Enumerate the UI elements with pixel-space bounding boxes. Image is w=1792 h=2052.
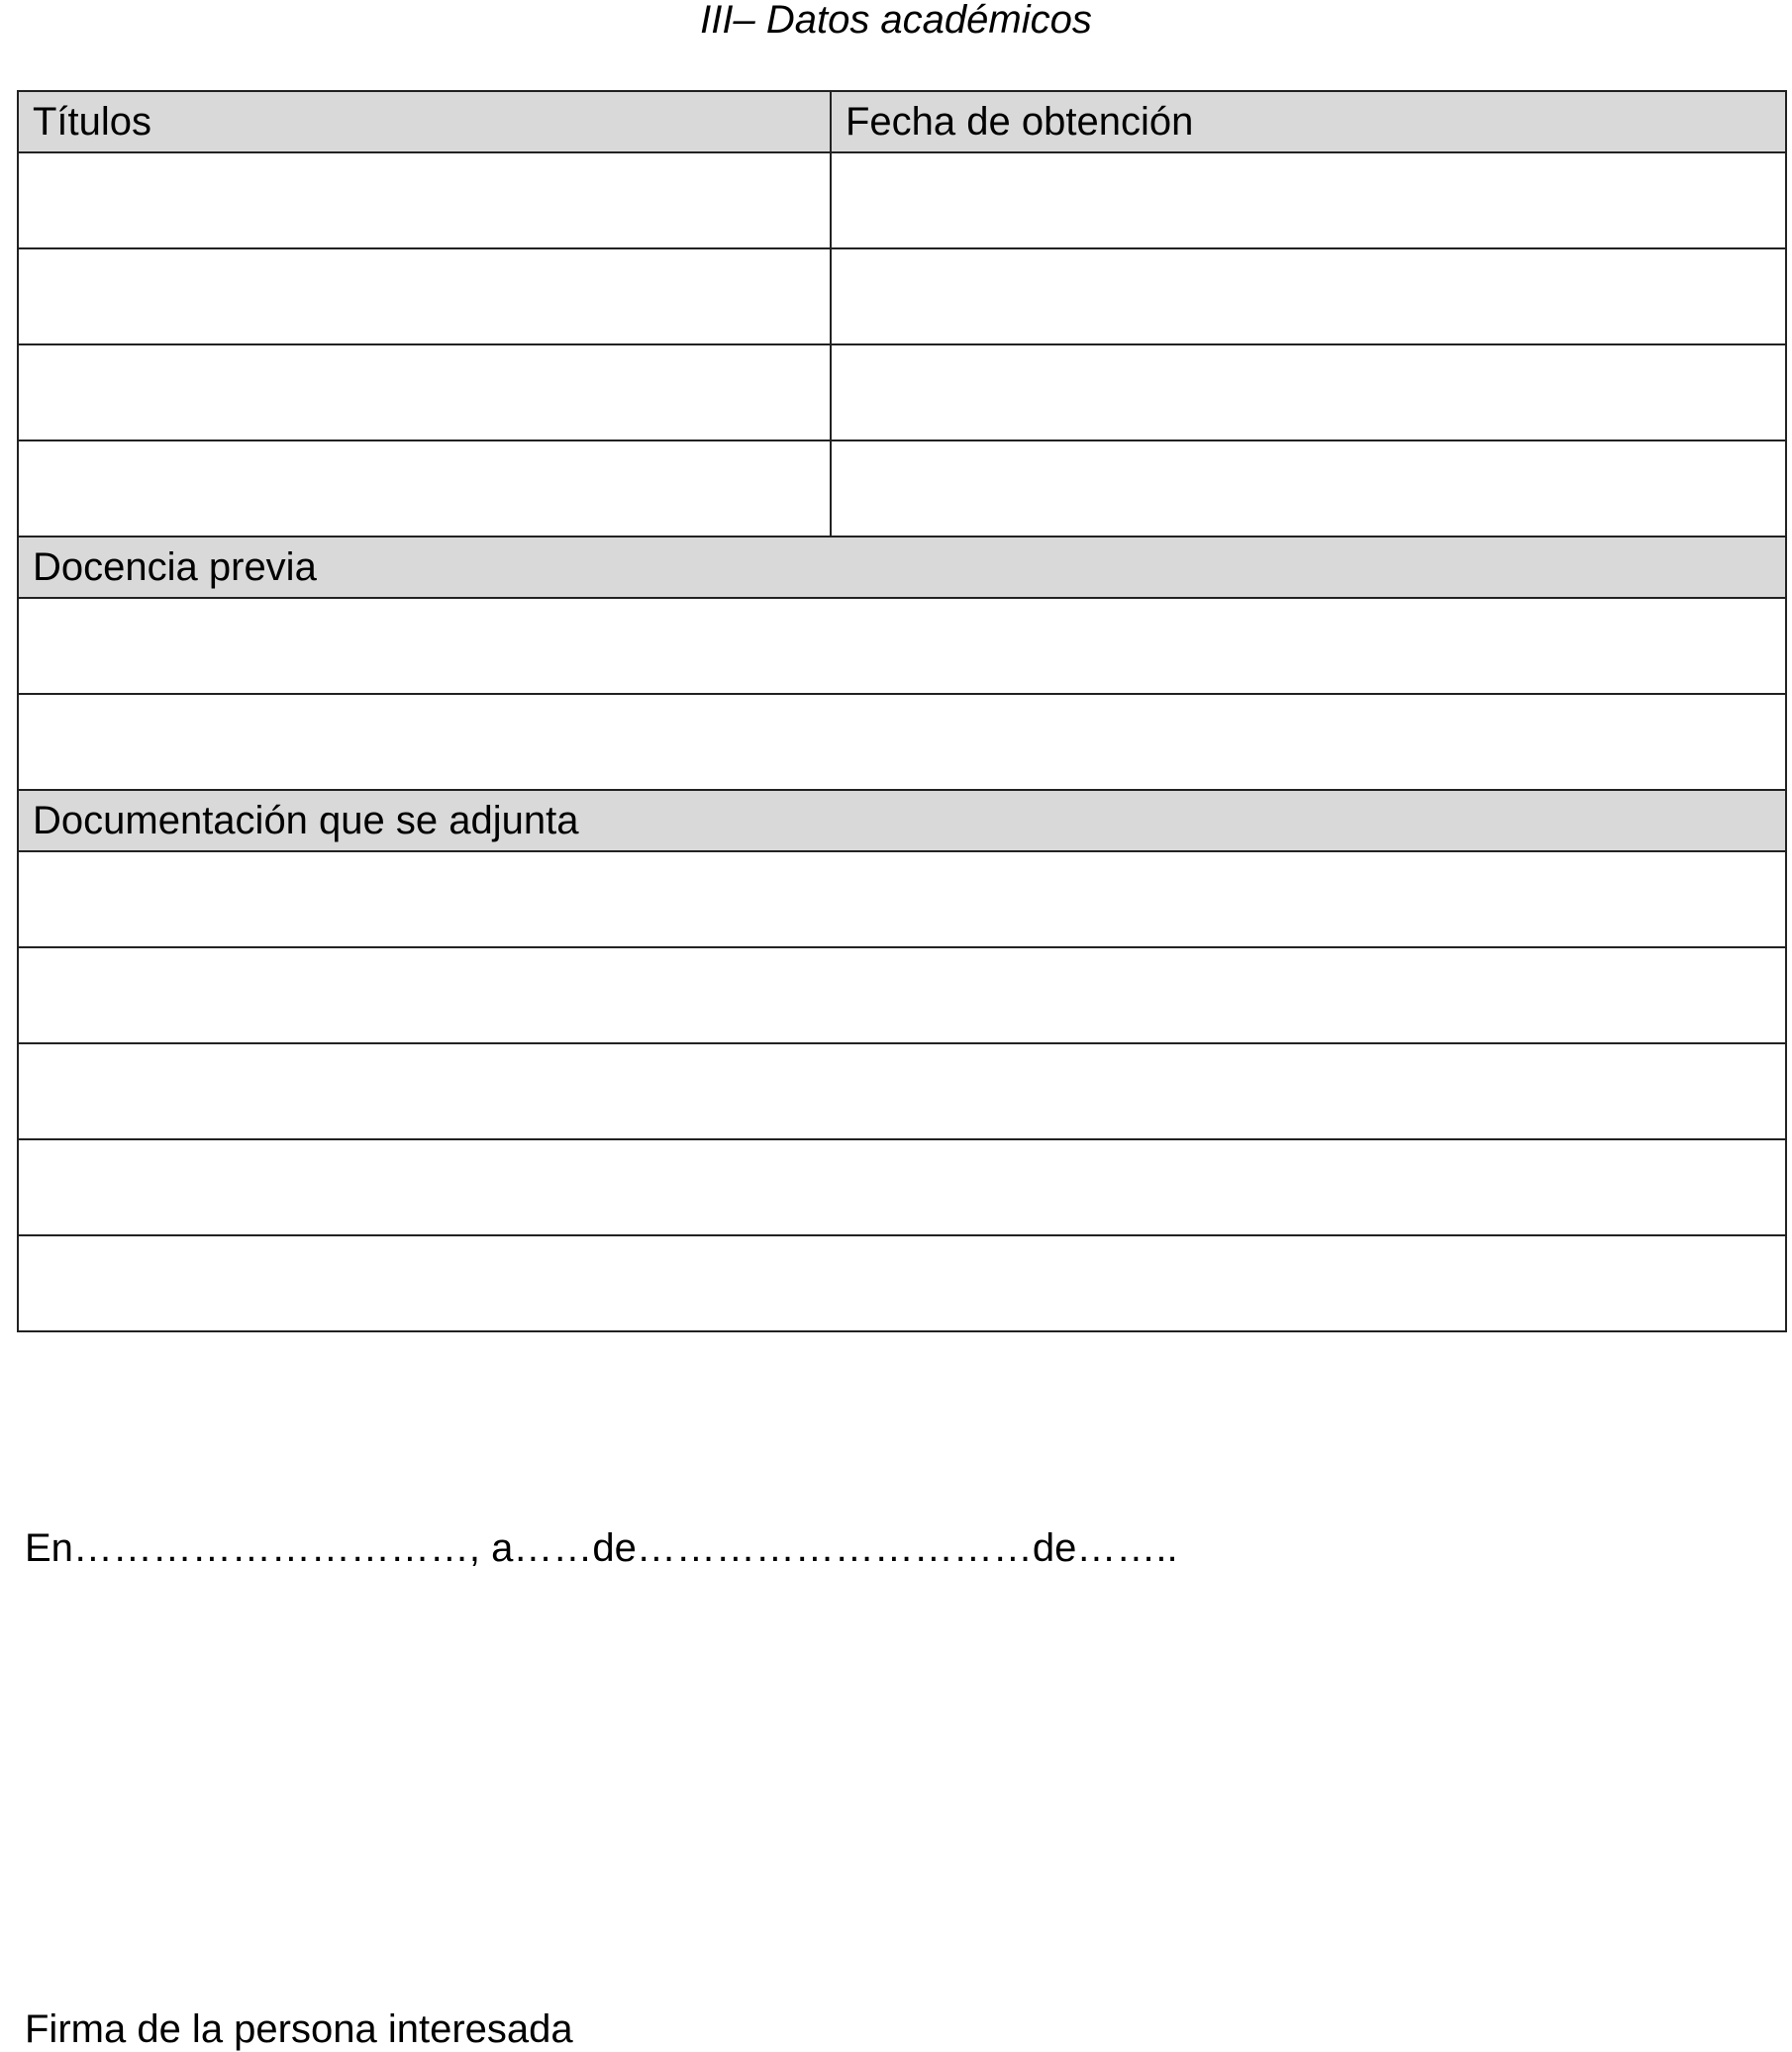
teaching-row [18, 598, 1786, 694]
teaching-row [18, 694, 1786, 790]
title-row [18, 344, 1786, 440]
date-obtained-cell[interactable] [831, 152, 1786, 248]
previous-teaching-header: Docencia previa [18, 537, 1786, 598]
academic-data-table [17, 90, 1787, 1332]
date-obtained-cell[interactable] [831, 440, 1786, 537]
attached-documents-header: Documentación que se adjunta [18, 790, 1786, 851]
document-cell[interactable] [18, 947, 1786, 1043]
section-title: III– Datos académicos [700, 0, 1092, 42]
date-obtained-cell[interactable] [831, 344, 1786, 440]
teaching-cell[interactable] [18, 694, 1786, 790]
title-cell[interactable] [18, 344, 831, 440]
title-cell[interactable] [18, 440, 831, 537]
document-cell[interactable] [18, 1043, 1786, 1139]
document-row [18, 851, 1786, 947]
titles-header-row [18, 91, 1786, 152]
document-row [18, 947, 1786, 1043]
title-row [18, 248, 1786, 344]
document-row [18, 1235, 1786, 1331]
signature-label: Firma de la persona interesada [25, 2007, 573, 2051]
title-row [18, 152, 1786, 248]
document-row [18, 1139, 1786, 1235]
teaching-header-row [18, 537, 1786, 598]
document-cell[interactable] [18, 851, 1786, 947]
document-row [18, 1043, 1786, 1139]
title-cell[interactable] [18, 248, 831, 344]
teaching-cell[interactable] [18, 598, 1786, 694]
document-cell[interactable] [18, 1139, 1786, 1235]
titles-header: Títulos [18, 91, 831, 152]
documents-header-row [18, 790, 1786, 851]
place-date-line[interactable]: En…………………………, a……de…………………………de…….. [25, 1526, 1178, 1570]
date-obtained-cell[interactable] [831, 248, 1786, 344]
title-row [18, 440, 1786, 537]
document-cell[interactable] [18, 1235, 1786, 1331]
title-cell[interactable] [18, 152, 831, 248]
date-obtained-header: Fecha de obtención [831, 91, 1786, 152]
